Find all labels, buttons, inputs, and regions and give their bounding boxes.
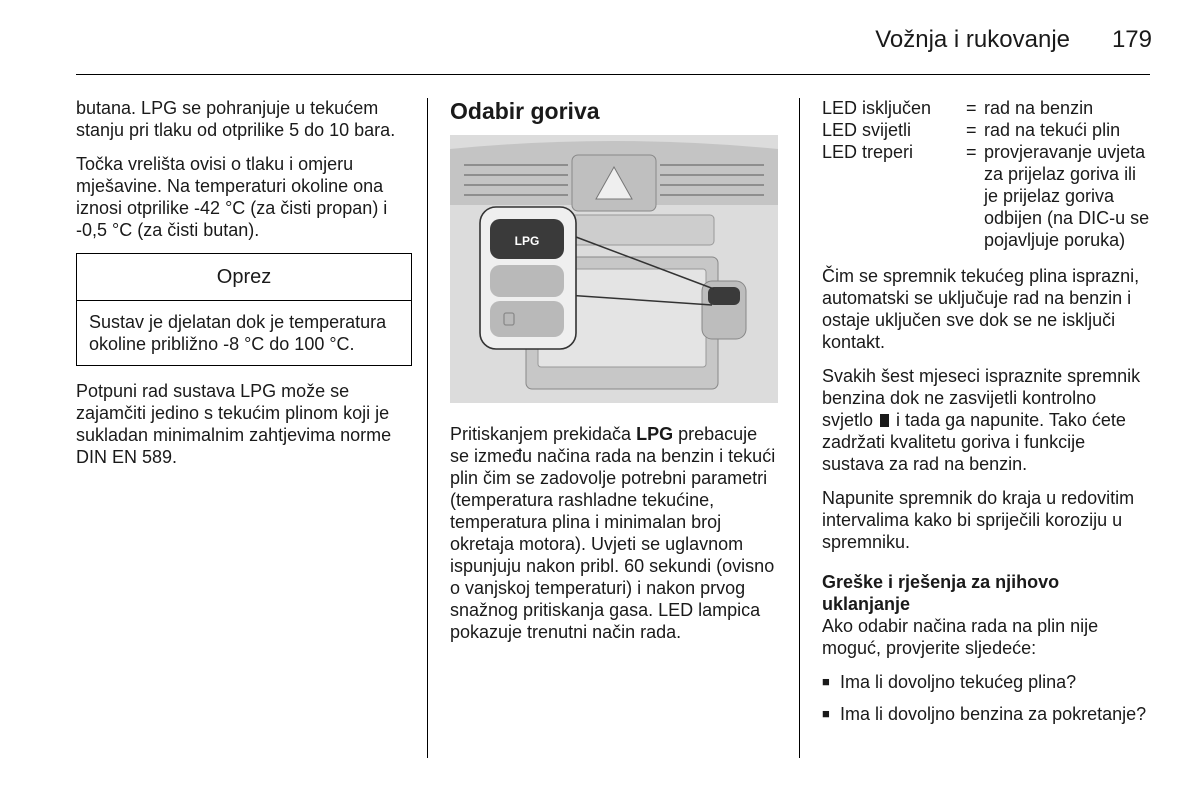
paragraph-boiling-point: Točka vrelišta ovisi o tlaku i omjeru mješavine. Na temperaturi okoline ona iznosi otprilike -42 °C (za čisti propan) i -0,5 °C (za čisti butan). xyxy=(76,154,388,240)
subheading-troubleshooting: Greške i rješenja za njihovo uklanjanje xyxy=(822,572,1060,614)
led-row: LED isključen = rad na benzin xyxy=(822,98,1094,118)
section-title-fuel-selection: Odabir goriva xyxy=(450,98,600,124)
page-number: 179 xyxy=(1111,26,1152,53)
caution-box xyxy=(76,253,412,366)
dashboard-lpg-button-figure xyxy=(450,135,778,403)
led-row: LED svijetli = rad na tekući plin xyxy=(822,120,1121,140)
paragraph-auto-switch: Čim se spremnik tekućeg plina isprazni, automatski se uključuje rad na benzin i ostaje uključen sve dok se ne isključi kontakt. xyxy=(822,266,1140,352)
fuel-pump-icon xyxy=(880,414,889,427)
page-header-title: Vožnja i rukovanje xyxy=(875,26,1070,53)
figure-lpg-label: LPG xyxy=(514,234,540,248)
led-row: LED treperi = provjeravanje uvjeta za prijelaz goriva ili je prijelaz goriva odbijen (na DIC-u se pojavljuje poruka) xyxy=(822,142,1150,250)
column-right xyxy=(822,97,1152,735)
list-item: ■ Ima li dovoljno tekućeg plina? xyxy=(822,672,1077,692)
paragraph-lpg-switch: Pritiskanjem prekidača LPG prebacuje se između načina rada na benzin i tekući plin čim se zadovolje potrebni parametri (temperatura rashladne tekućine, temperatura plina i minimalan broj okretaja motora). Uvjeti se uglavnom ispunjuju nakon pribl. 60 sekundi (ovisno o vanjskoj temperaturi) i nakon prvog snažnog pritiskanja gasa. LED lampica pokazuje trenutni način rada. xyxy=(450,424,776,642)
paragraph-fill-tank: Napunite spremnik do kraja u redovitim intervalima kako bi spriječili koroziju u spremniku. xyxy=(822,488,1135,552)
lpg-keyword: LPG xyxy=(636,424,674,444)
caution-text: Sustav je djelatan dok je temperatura okoline približno -8 °C do 100 °C. xyxy=(89,312,387,354)
column-middle xyxy=(450,97,780,655)
paragraph-butane: butana. LPG se pohranjuje u tekućem stanju pri tlaku od otprilike 5 do 10 bara. xyxy=(76,98,396,140)
paragraph-check: Ako odabir načina rada na plin nije moguć, provjerite sljedeće: xyxy=(822,616,1099,658)
bullet-square-icon: ■ xyxy=(822,674,830,689)
column-left xyxy=(76,97,412,480)
paragraph-empty-tank: Svakih šest mjeseci ispraznite spremnik benzina dok ne zasvijetli kontrolno svjetlo i tada ga napunite. Tako ćete zadržati kvalitetu goriva i funkcije sustava za rad na benzin. xyxy=(822,366,1141,474)
list-item: ■ Ima li dovoljno benzina za pokretanje? xyxy=(822,704,1147,724)
paragraph-lpg-standard: Potpuni rad sustava LPG može se zajamčiti jedino s tekućim plinom koji je sukladan minimalnim zahtjevima norme DIN EN 589. xyxy=(76,381,392,467)
caution-title: Oprez xyxy=(77,254,411,301)
column-divider-left xyxy=(427,98,428,758)
bullet-square-icon: ■ xyxy=(822,706,830,721)
header-rule xyxy=(76,74,1150,75)
column-divider-right xyxy=(799,98,800,758)
led-status-table xyxy=(822,97,1152,251)
